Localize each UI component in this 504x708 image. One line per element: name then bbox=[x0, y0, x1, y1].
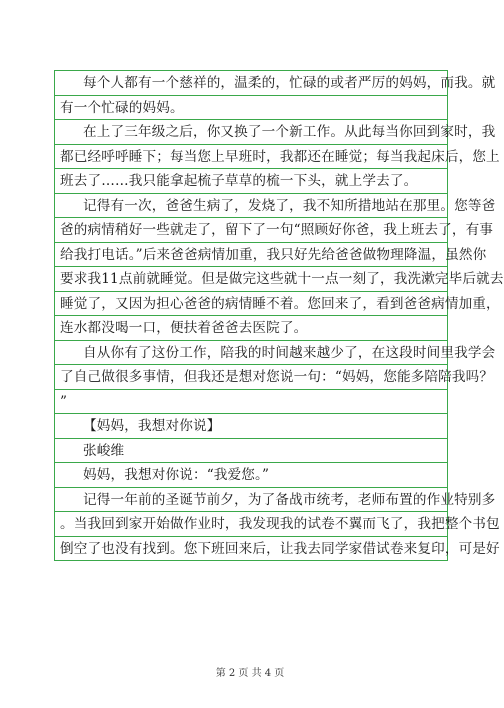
text-line: 在上了三年级之后，你又换了一个新工作。从此每当你回到家时，我 bbox=[55, 120, 447, 145]
section-heading: 【妈妈，我想对你说】 bbox=[55, 414, 447, 439]
text-line: 每个人都有一个慈祥的，温柔的，忙碌的或者严厉的妈妈，而我。就 bbox=[55, 71, 447, 96]
text-line: 要求我11点前就睡觉。但是做完这些就十一点一刻了，我洗漱完毕后就去 bbox=[55, 267, 447, 292]
author-name: 张峻维 bbox=[55, 439, 447, 464]
text-line: 记得一年前的圣诞节前夕，为了备战市统考，老师布置的作业特别多 bbox=[55, 488, 447, 513]
ruled-text-sheet bbox=[54, 70, 504, 561]
text-line: 爸的病情稍好一些就走了，留下了一句“照顾好你爸，我上班去了，有事 bbox=[55, 218, 447, 243]
text-line: 睡觉了，又因为担心爸爸的病情睡不着。您回来了，看到爸爸病情加重， bbox=[55, 292, 447, 317]
text-line: 连水都没喝一口，便扶着爸爸去医院了。 bbox=[55, 316, 447, 341]
text-line: 自从你有了这份工作，陪我的时间越来越少了，在这段时间里我学会 bbox=[55, 341, 447, 366]
text-line: 都已经呼呼睡下；每当您上早班时，我都还在睡觉；每当我起床后，您上 bbox=[55, 145, 447, 170]
text-line: 妈妈，我想对你说：“我爱您。” bbox=[55, 463, 447, 488]
text-line: ” bbox=[55, 390, 447, 415]
page-number: 第 2 页 共 4 页 bbox=[215, 668, 285, 679]
text-line: 班去了……我只能拿起梳子草草的梳一下头，就上学去了。 bbox=[55, 169, 447, 194]
text-line: 了自己做很多事情，但我还是想对您说一句：“妈妈，您能多陪陪我吗？ bbox=[55, 365, 447, 390]
text-line: 有一个忙碌的妈妈。 bbox=[55, 96, 447, 121]
text-line: 倒空了也没有找到。您下班回来后，让我去同学家借试卷来复印，可是好 bbox=[55, 537, 447, 562]
text-line: 记得有一次，爸爸生病了，发烧了，我不知所措地站在那里。您等爸 bbox=[55, 194, 447, 219]
text-line: 给我打电话。”后来爸爸病情加重，我只好先给爸爸做物理降温，虽然你 bbox=[55, 243, 447, 268]
text-line: 。当我回到家开始做作业时，我发现我的试卷不翼而飞了，我把整个书包 bbox=[55, 512, 447, 537]
